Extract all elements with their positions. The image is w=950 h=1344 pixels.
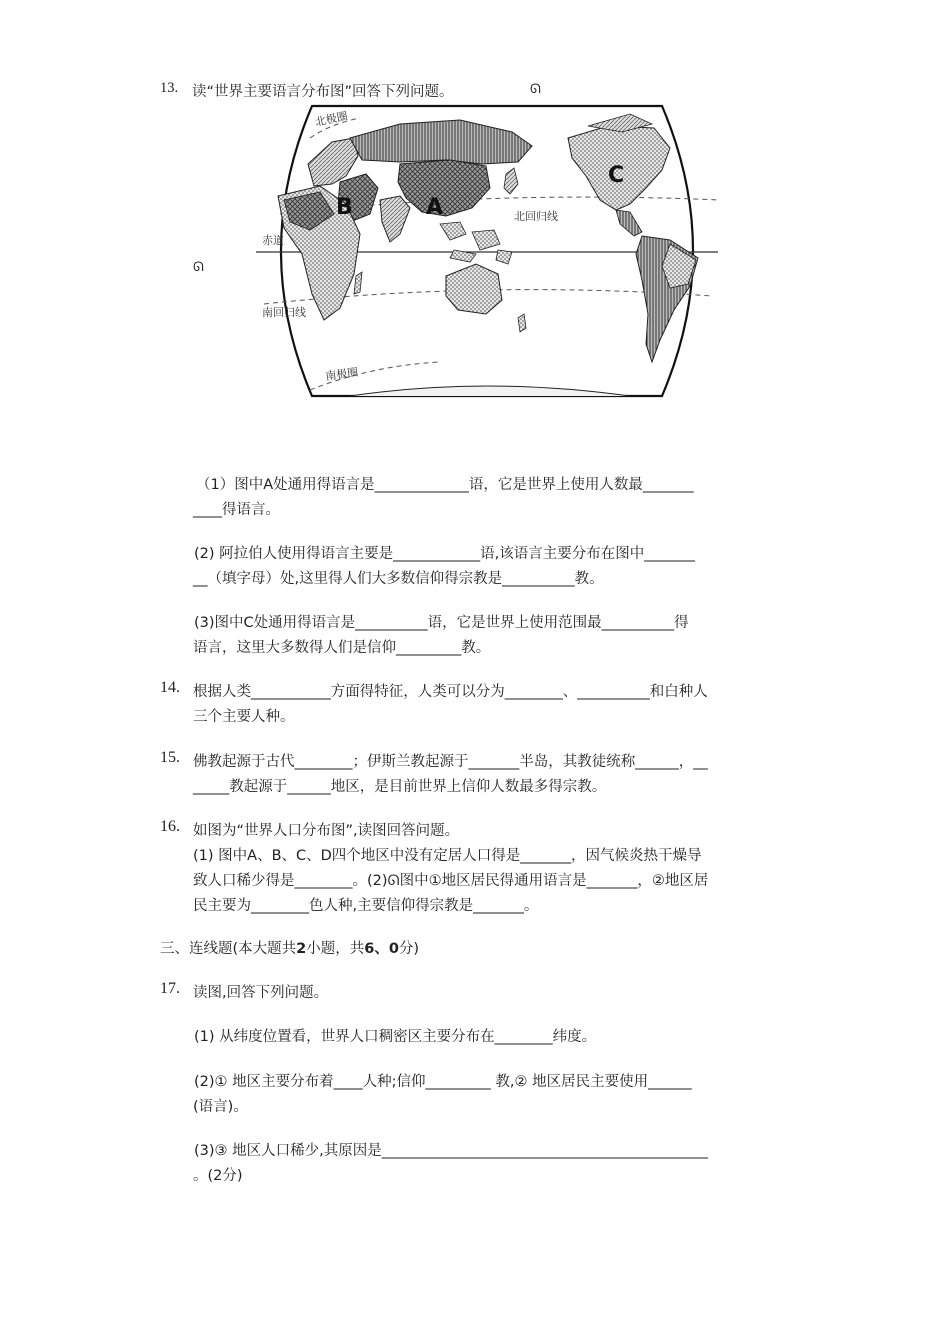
section-3-heading (160, 937, 419, 958)
map-svg (250, 104, 724, 398)
q17-part3-line1: (3)③ 地区人口稀少,其原因是_____________________________________________ (194, 1143, 709, 1159)
question-15-line2: _____教起源于______地区，是目前世界上信仰人数最多得宗教。 (193, 779, 607, 795)
question-13-stem: 读“世界主要语言分布图”回答下列问题。 (192, 84, 454, 100)
section-3-score: 6、0 (364, 941, 399, 957)
q17-part1: (1) 从纬度位置看，世界人口稠密区主要分布在________纬度。 (194, 1029, 597, 1045)
q17-part2-line1: (2)① 地区主要分布着____人种;信仰_________ 教,② 地区居民主要使用______ (194, 1074, 692, 1090)
label-arctic-circle: 北极圈 (313, 109, 349, 129)
question-15-number: 15. (160, 749, 180, 766)
label-equator: 赤道 (262, 234, 284, 247)
label-tropic-of-cancer: 北回归线 (514, 210, 558, 223)
q17-part3-line2: 。(2分) (193, 1168, 243, 1184)
section-3-mid: 小题，共 (306, 941, 365, 957)
stray-glyph: ᘏ (193, 260, 204, 275)
label-region-b: B (336, 195, 353, 220)
question-16-line1: 如图为“世界人口分布图”,读图回答问题。 (193, 823, 460, 839)
label-tropic-of-capricorn: 南回归线 (262, 306, 306, 319)
question-17-number: 17. (160, 980, 180, 997)
question-15-line1: 佛教起源于古代________；伊斯兰教起源于_______半岛，其教徒统称______，__ (193, 754, 708, 770)
label-region-a: A (426, 195, 444, 220)
q17-part2-line2: (语言)。 (193, 1099, 248, 1115)
question-17-stem: 读图,回答下列问题。 (193, 985, 329, 1001)
stray-glyph: ᘏ (530, 82, 541, 97)
q13-part2-line2: __（填字母）处,这里得人们大多数信仰得宗教是__________教。 (193, 571, 604, 587)
section-3-pre: 三、连线题(本大题共 (160, 941, 297, 957)
label-antarctic-circle: 南极圈 (324, 365, 360, 383)
label-region-c: C (608, 163, 625, 188)
question-16-line3: 致人口稀少得是________。(2)ᘏ图中①地区居民得通用语言是_______，②地区居 (193, 873, 709, 889)
section-3-count: 2 (296, 941, 307, 957)
section-3-post: 分) (398, 941, 420, 957)
question-13-number: 13. (160, 80, 179, 96)
q13-part1-line2: ____得语言。 (193, 502, 280, 518)
q13-part1-line1: （1）图中A处通用得语言是_____________语，它是世界上使用人数最_______ (196, 477, 694, 493)
question-16-line4: 民主要为________色人种,主要信仰得宗教是_______。 (193, 898, 539, 914)
question-14-line2: 三个主要人种。 (193, 709, 295, 725)
question-16-line2: (1) 图中A、B、C、D四个地区中没有定居人口得是_______，因气候炎热干燥导 (193, 848, 702, 864)
question-14-number: 14. (160, 679, 180, 696)
q13-part3-line2: 语言，这里大多数得人们是信仰_________教。 (193, 640, 491, 656)
q13-part3-line1: (3)图中C处通用得语言是__________语，它是世界上使用范围最__________得 (194, 615, 689, 631)
question-16-number: 16. (160, 818, 180, 835)
q13-part2-line1: (2) 阿拉伯人使用得语言主要是____________语,该语言主要分布在图中_______ (194, 546, 696, 562)
world-language-map (250, 104, 724, 398)
question-14-line1: 根据人类___________方面得特征，人类可以分为________、__________和白种人 (193, 684, 708, 700)
